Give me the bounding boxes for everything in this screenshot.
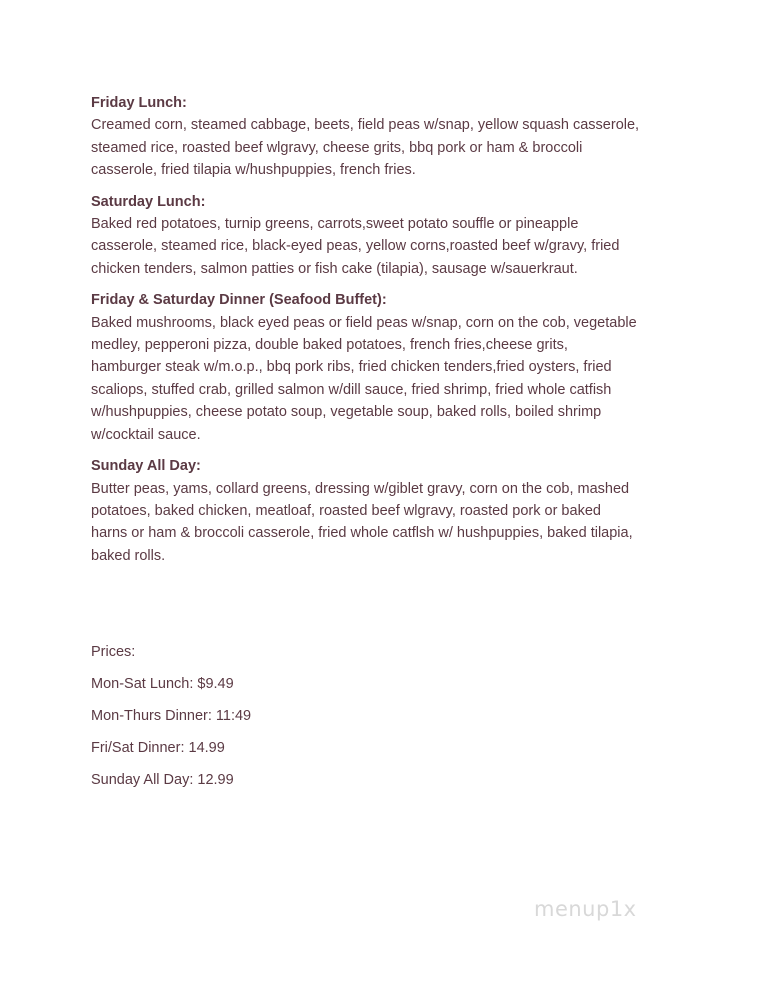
section-body xyxy=(91,114,691,181)
text-line: casserole, fried tilapia w/hushpuppies, french fries. xyxy=(91,162,416,179)
section-seafood-buffet xyxy=(91,289,691,446)
price-item: Fri/Sat Dinner: 14.99 xyxy=(91,740,225,756)
text-line: w/cocktail sauce. xyxy=(91,426,201,443)
price-item: Sunday All Day: 12.99 xyxy=(91,772,234,788)
text-line: Baked mushrooms, black eyed peas or field peas w/snap, corn on the cob, vegetable xyxy=(91,314,637,331)
prices-list xyxy=(91,641,491,801)
section-heading: Friday Lunch: xyxy=(91,95,187,111)
text-line: potatoes, baked chicken, meatloaf, roasted beef wlgravy, roasted pork or baked xyxy=(91,502,601,519)
section-heading: Friday & Saturday Dinner (Seafood Buffet): xyxy=(91,292,387,309)
section-saturday-lunch xyxy=(91,191,691,281)
price-item: Mon-Sat Lunch: $9.49 xyxy=(91,676,234,692)
watermark-logo: menup1x xyxy=(534,897,637,921)
text-line: scaliops, stuffed crab, grilled salmon w/dill sauce, fried shrimp, fried whole catfish xyxy=(91,381,612,398)
section-heading: Saturday Lunch: xyxy=(91,193,206,210)
section-sunday-all-day xyxy=(91,455,691,567)
prices-label: Prices: xyxy=(91,644,136,660)
text-line: medley, pepperoni pizza, double baked potatoes, french fries,cheese grits, xyxy=(91,337,568,354)
text-line: casserole, steamed rice, black-eyed peas, yellow corns,roasted beef w/gravy, fried xyxy=(91,238,620,255)
price-item: Mon-Thurs Dinner: 11:49 xyxy=(91,708,252,724)
section-body xyxy=(91,213,691,280)
text-line: steamed rice, roasted beef wlgravy, cheese grits, bbq pork or ham & broccoli xyxy=(91,139,583,156)
text-line: hamburger steak w/m.o.p., bbq pork ribs, fried chicken tenders,fried oysters, fried xyxy=(91,359,612,376)
text-line: chicken tenders, salmon patties or fish cake (tilapia), sausage w/sauerkraut. xyxy=(91,260,578,277)
text-line: Creamed corn, steamed cabbage, beets, field peas w/snap, yellow squash casserole, xyxy=(91,117,640,134)
text-line: Baked red potatoes, turnip greens, carrots,sweet potato souffle or pineapple xyxy=(91,216,579,233)
section-friday-lunch xyxy=(91,92,691,182)
text-line: harns or ham & broccoli casserole, fried whole catflsh w/ hushpuppies, baked tilapia, xyxy=(91,525,633,542)
text-line: Butter peas, yams, collard greens, dressing w/giblet gravy, corn on the cob, mashed xyxy=(91,480,630,497)
section-body xyxy=(91,478,691,568)
text-line: w/hushpuppies, cheese potato soup, vegetable soup, baked rolls, boiled shrimp xyxy=(91,404,602,421)
section-heading: Sunday All Day: xyxy=(91,458,201,475)
text-line: baked rolls. xyxy=(91,547,166,564)
section-body xyxy=(91,312,691,446)
menu-document xyxy=(91,92,691,576)
